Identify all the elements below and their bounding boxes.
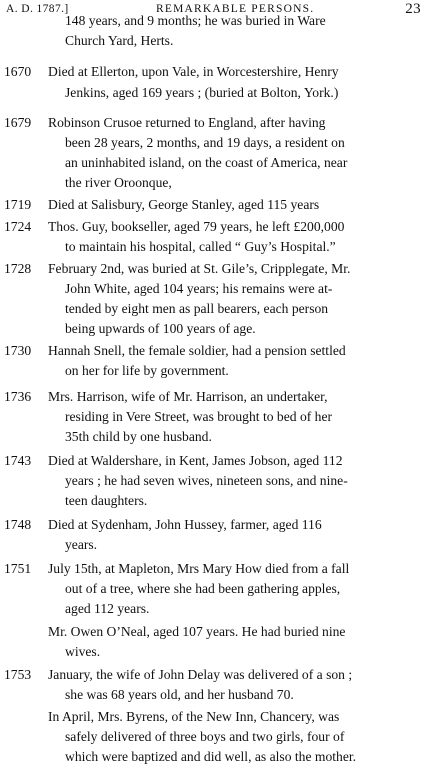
text-line: Died at Waldershare, in Kent, James Jobson, aged 112 — [48, 453, 343, 468]
text-line: Mr. Owen O’Neal, aged 107 years. He had buried nine — [48, 624, 346, 639]
text-line: which were baptized and did well, as also the mother. — [65, 749, 357, 764]
text-line: on her for life by government. — [65, 363, 229, 378]
page-number: 23 — [405, 1, 421, 17]
entry-year: 1736 — [4, 389, 32, 404]
text-line: 148 years, and 9 months; he was buried in Ware — [65, 13, 326, 28]
entry-year: 1728 — [4, 261, 32, 276]
entry-year: 1743 — [4, 453, 32, 468]
text-line: January, the wife of John Delay was delivered of a son ; — [48, 667, 353, 682]
entry-year: 1724 — [4, 219, 32, 234]
text-line: Died at Salisbury, George Stanley, aged 115 years — [48, 197, 320, 212]
text-line: she was 68 years old, and her husband 70. — [65, 687, 294, 702]
text-line: years. — [65, 537, 98, 552]
text-line: Robinson Crusoe returned to England, after having — [48, 115, 326, 130]
text-line: to maintain his hospital, called “ Guy’s Hospital.” — [65, 239, 336, 254]
entry-year: 1679 — [4, 115, 32, 130]
text-line: aged 112 years. — [65, 601, 150, 616]
text-line: residing in Vere Street, was brought to bed of her — [65, 409, 333, 424]
text-line: the river Oroonque, — [65, 175, 172, 190]
text-line: Hannah Snell, the female soldier, had a pension settled — [48, 343, 346, 358]
text-line: February 2nd, was buried at St. Gile’s, Cripplegate, Mr. — [48, 261, 351, 276]
text-line: In April, Mrs. Byrens, of the New Inn, Chancery, was — [48, 709, 340, 724]
text-line: Jenkins, aged 169 years ; (buried at Bolton, York.) — [65, 85, 339, 100]
text-line: out of a tree, where she had been gathering apples, — [65, 581, 341, 596]
text-line: Church Yard, Herts. — [65, 33, 174, 48]
text-line: July 15th, at Mapleton, Mrs Mary How died from a fall — [48, 561, 350, 576]
entry-year: 1719 — [4, 197, 32, 212]
entry-year: 1748 — [4, 517, 32, 532]
text-line: Died at Sydenham, John Hussey, farmer, aged 116 — [48, 517, 322, 532]
entry-year: 1730 — [4, 343, 32, 358]
text-line: been 28 years, 2 months, and 19 days, a resident on — [65, 135, 345, 150]
text-line: Thos. Guy, bookseller, aged 79 years, he left £200,000 — [48, 219, 345, 234]
text-line: Died at Ellerton, upon Vale, in Worcestershire, Henry — [48, 64, 339, 79]
text-line: wives. — [65, 644, 101, 659]
text-line: an uninhabited island, on the coast of America, near — [65, 155, 348, 170]
entry-year: 1670 — [4, 64, 32, 79]
entry-year: 1751 — [4, 561, 32, 576]
text-line: John White, aged 104 years; his remains were at- — [65, 281, 333, 296]
text-line: Mrs. Harrison, wife of Mr. Harrison, an undertaker, — [48, 389, 328, 404]
text-line: teen daughters. — [65, 493, 148, 508]
text-line: 35th child by one husband. — [65, 429, 212, 444]
header-date: A. D. 1787.] — [6, 3, 69, 15]
header-title: REMARKABLE PERSONS. — [156, 3, 315, 15]
text-line: years ; he had seven wives, nineteen sons, and nine- — [65, 473, 348, 488]
entry-year: 1753 — [4, 667, 32, 682]
text-line: tended by eight men as pall bearers, each person — [65, 301, 329, 316]
text-line: being upwards of 100 years of age. — [65, 321, 256, 336]
text-line: safely delivered of three boys and two girls, four of — [65, 729, 345, 744]
